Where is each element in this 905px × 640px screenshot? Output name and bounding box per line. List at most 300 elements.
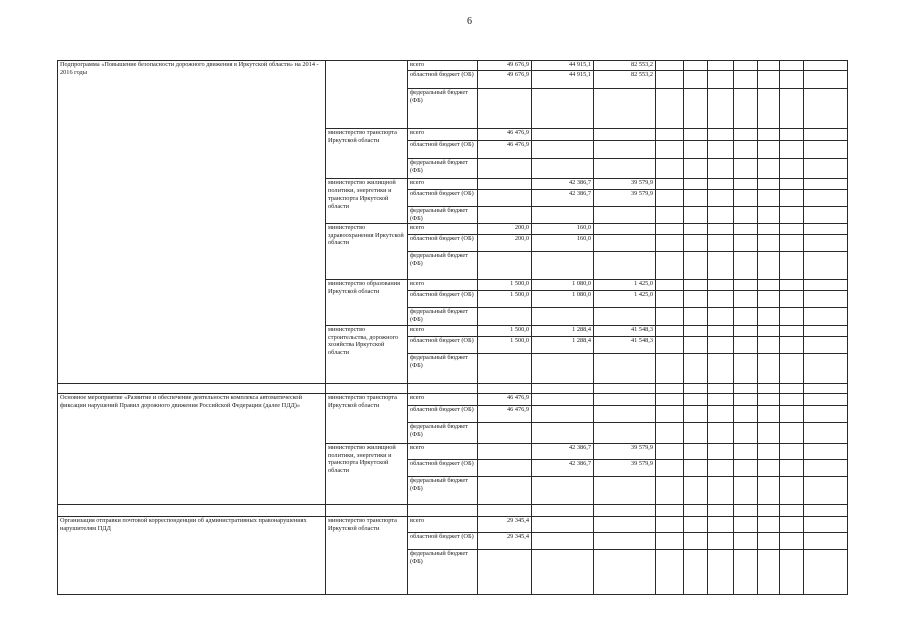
indicator-cell [684, 307, 708, 325]
value-2016 [594, 129, 656, 141]
value-2014 [478, 179, 532, 190]
indicator-cell [708, 549, 734, 594]
indicator-cell [734, 353, 758, 383]
indicator-cell [734, 532, 758, 549]
value-2014: 46 476,9 [478, 141, 532, 159]
value-2015: 160,0 [532, 234, 594, 251]
funding-source-label: федеральный бюджет (ФБ) [408, 251, 478, 279]
indicator-cell [656, 71, 684, 89]
executor-cell: министерство здравоохранения Иркутской области [326, 223, 408, 279]
indicator-cell [656, 129, 684, 141]
funding-source-label: всего [408, 61, 478, 71]
value-2015: 1 080,0 [532, 279, 594, 290]
value-2015 [532, 159, 594, 179]
indicator-cell [804, 159, 848, 179]
indicator-cell [684, 190, 708, 207]
indicator-cell [684, 159, 708, 179]
indicator-cell [656, 532, 684, 549]
indicator-cell [780, 159, 804, 179]
spacer-cell [656, 383, 684, 393]
funding-source-label: всего [408, 223, 478, 234]
indicator-cell [684, 279, 708, 290]
indicator-cell [684, 129, 708, 141]
indicator-cell [708, 459, 734, 476]
indicator-cell [656, 141, 684, 159]
value-2015: 1 288,4 [532, 336, 594, 353]
indicator-cell [734, 179, 758, 190]
funding-source-label: областной бюджет (ОБ) [408, 405, 478, 422]
spacer-cell [408, 504, 478, 516]
spacer-cell [780, 504, 804, 516]
indicator-cell [734, 61, 758, 71]
indicator-cell [684, 234, 708, 251]
funding-source-label: областной бюджет (ОБ) [408, 234, 478, 251]
spacer-cell [708, 383, 734, 393]
indicator-cell [684, 353, 708, 383]
indicator-cell [758, 393, 780, 405]
table-row [58, 61, 848, 71]
value-2016 [594, 89, 656, 129]
value-2014: 1 500,0 [478, 325, 532, 336]
indicator-cell [708, 279, 734, 290]
indicator-cell [656, 61, 684, 71]
value-2016 [594, 251, 656, 279]
indicator-cell [734, 159, 758, 179]
indicator-cell [708, 234, 734, 251]
value-2014: 49 676,9 [478, 71, 532, 89]
indicator-cell [758, 353, 780, 383]
funding-source-label: федеральный бюджет (ФБ) [408, 353, 478, 383]
value-2014 [478, 422, 532, 443]
indicator-cell [656, 279, 684, 290]
indicator-cell [684, 290, 708, 307]
indicator-cell [734, 279, 758, 290]
indicator-cell [656, 251, 684, 279]
indicator-cell [734, 307, 758, 325]
indicator-cell [780, 207, 804, 224]
indicator-cell [758, 190, 780, 207]
indicator-cell [708, 179, 734, 190]
value-2016: 82 553,2 [594, 71, 656, 89]
indicator-cell [684, 223, 708, 234]
indicator-cell [708, 61, 734, 71]
funding-source-label: федеральный бюджет (ФБ) [408, 476, 478, 504]
indicator-cell [780, 223, 804, 234]
spacer-cell [408, 383, 478, 393]
value-2015: 1 080,0 [532, 290, 594, 307]
indicator-cell [684, 405, 708, 422]
indicator-cell [758, 251, 780, 279]
indicator-cell [734, 207, 758, 224]
table-row [58, 393, 848, 405]
value-2015: 1 288,4 [532, 325, 594, 336]
indicator-cell [804, 422, 848, 443]
indicator-cell [684, 61, 708, 71]
indicator-cell [684, 141, 708, 159]
indicator-cell [758, 141, 780, 159]
indicator-cell [804, 325, 848, 336]
indicator-cell [708, 251, 734, 279]
indicator-cell [780, 443, 804, 459]
value-2014: 1 500,0 [478, 279, 532, 290]
indicator-cell [656, 405, 684, 422]
indicator-cell [656, 459, 684, 476]
indicator-cell [780, 179, 804, 190]
value-2016 [594, 353, 656, 383]
value-2014 [478, 549, 532, 594]
indicator-cell [734, 336, 758, 353]
spacer-cell [326, 383, 408, 393]
indicator-cell [804, 549, 848, 594]
indicator-cell [758, 325, 780, 336]
funding-source-label: областной бюджет (ОБ) [408, 141, 478, 159]
value-2014: 49 676,9 [478, 61, 532, 71]
indicator-cell [734, 405, 758, 422]
indicator-cell [758, 336, 780, 353]
value-2014: 200,0 [478, 234, 532, 251]
spacer-cell [780, 383, 804, 393]
indicator-cell [684, 459, 708, 476]
value-2015: 44 915,1 [532, 61, 594, 71]
spacer-cell [758, 383, 780, 393]
indicator-cell [684, 422, 708, 443]
value-2014 [478, 307, 532, 325]
indicator-cell [804, 179, 848, 190]
indicator-cell [804, 223, 848, 234]
indicator-cell [708, 190, 734, 207]
indicator-cell [758, 307, 780, 325]
value-2016 [594, 516, 656, 532]
value-2016: 39 579,9 [594, 179, 656, 190]
indicator-cell [656, 179, 684, 190]
indicator-cell [656, 443, 684, 459]
funding-source-label: областной бюджет (ОБ) [408, 532, 478, 549]
indicator-cell [758, 443, 780, 459]
value-2014 [478, 190, 532, 207]
indicator-cell [708, 353, 734, 383]
indicator-cell [780, 129, 804, 141]
page-number: 6 [467, 16, 472, 27]
value-2014: 1 500,0 [478, 290, 532, 307]
indicator-cell [734, 516, 758, 532]
spacer-cell [656, 504, 684, 516]
indicator-cell [804, 532, 848, 549]
value-2015: 44 915,1 [532, 71, 594, 89]
indicator-cell [708, 336, 734, 353]
indicator-cell [758, 290, 780, 307]
indicator-cell [684, 89, 708, 129]
indicator-cell [758, 89, 780, 129]
spacer-cell [734, 383, 758, 393]
value-2015 [532, 89, 594, 129]
spacer-cell [684, 504, 708, 516]
indicator-cell [708, 393, 734, 405]
indicator-cell [804, 207, 848, 224]
indicator-cell [780, 279, 804, 290]
indicator-cell [758, 129, 780, 141]
value-2015: 42 386,7 [532, 190, 594, 207]
indicator-cell [656, 159, 684, 179]
value-2014: 46 476,9 [478, 405, 532, 422]
indicator-cell [758, 234, 780, 251]
indicator-cell [684, 325, 708, 336]
value-2016 [594, 234, 656, 251]
indicator-cell [758, 179, 780, 190]
indicator-cell [780, 89, 804, 129]
indicator-cell [684, 71, 708, 89]
indicator-cell [804, 234, 848, 251]
spacer-cell [532, 504, 594, 516]
indicator-cell [780, 476, 804, 504]
indicator-cell [780, 141, 804, 159]
indicator-cell [758, 405, 780, 422]
value-2015 [532, 141, 594, 159]
spacer-cell [734, 504, 758, 516]
indicator-cell [758, 61, 780, 71]
indicator-cell [684, 516, 708, 532]
funding-source-label: всего [408, 393, 478, 405]
spacer-row [58, 383, 848, 393]
spacer-cell [58, 383, 326, 393]
indicator-cell [780, 422, 804, 443]
indicator-cell [684, 336, 708, 353]
indicator-cell [734, 476, 758, 504]
funding-source-label: областной бюджет (ОБ) [408, 290, 478, 307]
value-2014 [478, 353, 532, 383]
indicator-cell [758, 223, 780, 234]
funding-source-label: всего [408, 516, 478, 532]
indicator-cell [780, 549, 804, 594]
spacer-cell [532, 383, 594, 393]
indicator-cell [656, 207, 684, 224]
value-2015 [532, 393, 594, 405]
indicator-cell [708, 307, 734, 325]
value-2014: 200,0 [478, 223, 532, 234]
indicator-cell [780, 190, 804, 207]
indicator-cell [708, 532, 734, 549]
value-2016 [594, 141, 656, 159]
funding-source-label: всего [408, 179, 478, 190]
value-2016 [594, 207, 656, 224]
spacer-row [58, 504, 848, 516]
indicator-cell [684, 549, 708, 594]
indicator-cell [734, 89, 758, 129]
value-2015: 42 386,7 [532, 443, 594, 459]
indicator-cell [708, 405, 734, 422]
indicator-cell [656, 223, 684, 234]
spacer-cell [594, 504, 656, 516]
value-2016 [594, 393, 656, 405]
value-2016 [594, 307, 656, 325]
indicator-cell [804, 336, 848, 353]
value-2015 [532, 251, 594, 279]
funding-source-label: федеральный бюджет (ФБ) [408, 549, 478, 594]
indicator-cell [804, 279, 848, 290]
indicator-cell [758, 279, 780, 290]
funding-source-label: всего [408, 325, 478, 336]
indicator-cell [804, 290, 848, 307]
indicator-cell [734, 290, 758, 307]
executor-cell: министерство транспорта Иркутской области [326, 516, 408, 594]
indicator-cell [684, 393, 708, 405]
indicator-cell [780, 393, 804, 405]
value-2016 [594, 549, 656, 594]
value-2014: 46 476,9 [478, 129, 532, 141]
indicator-cell [780, 516, 804, 532]
indicator-cell [804, 459, 848, 476]
indicator-cell [804, 476, 848, 504]
value-2014 [478, 251, 532, 279]
indicator-cell [804, 190, 848, 207]
funding-source-label: федеральный бюджет (ФБ) [408, 422, 478, 443]
indicator-cell [804, 71, 848, 89]
value-2016 [594, 159, 656, 179]
indicator-cell [734, 393, 758, 405]
indicator-cell [734, 325, 758, 336]
indicator-cell [734, 190, 758, 207]
value-2014 [478, 443, 532, 459]
indicator-cell [708, 325, 734, 336]
indicator-cell [804, 353, 848, 383]
value-2014: 46 476,9 [478, 393, 532, 405]
executor-cell: министерство транспорта Иркутской области [326, 129, 408, 179]
indicator-cell [804, 516, 848, 532]
value-2014 [478, 459, 532, 476]
spacer-cell [478, 504, 532, 516]
indicator-cell [684, 251, 708, 279]
indicator-cell [734, 71, 758, 89]
indicator-cell [780, 307, 804, 325]
spacer-cell [58, 504, 326, 516]
indicator-cell [708, 129, 734, 141]
table-row [58, 516, 848, 532]
funding-source-label: федеральный бюджет (ФБ) [408, 207, 478, 224]
value-2014: 29 345,4 [478, 532, 532, 549]
value-2016 [594, 476, 656, 504]
indicator-cell [684, 476, 708, 504]
value-2015: 160,0 [532, 223, 594, 234]
indicator-cell [780, 353, 804, 383]
funding-source-label: областной бюджет (ОБ) [408, 336, 478, 353]
indicator-cell [734, 223, 758, 234]
indicator-cell [804, 89, 848, 129]
indicator-cell [708, 290, 734, 307]
value-2015 [532, 532, 594, 549]
value-2014 [478, 159, 532, 179]
indicator-cell [656, 476, 684, 504]
budget-table [57, 60, 848, 595]
indicator-cell [656, 393, 684, 405]
spacer-cell [684, 383, 708, 393]
indicator-cell [734, 443, 758, 459]
indicator-cell [684, 532, 708, 549]
indicator-cell [656, 422, 684, 443]
indicator-cell [708, 141, 734, 159]
funding-source-label: областной бюджет (ОБ) [408, 190, 478, 207]
indicator-cell [780, 61, 804, 71]
indicator-cell [758, 516, 780, 532]
indicator-cell [758, 549, 780, 594]
spacer-cell [804, 383, 848, 393]
indicator-cell [734, 459, 758, 476]
indicator-cell [734, 422, 758, 443]
section-title-cell: Организация отправки почтовой корреспонденции об административных правонарушениях нарушителям ПДД [58, 516, 326, 594]
indicator-cell [656, 190, 684, 207]
indicator-cell [780, 336, 804, 353]
indicator-cell [734, 251, 758, 279]
indicator-cell [656, 234, 684, 251]
indicator-cell [656, 549, 684, 594]
value-2015 [532, 405, 594, 422]
value-2016: 1 425,0 [594, 290, 656, 307]
indicator-cell [684, 179, 708, 190]
indicator-cell [708, 223, 734, 234]
funding-source-label: федеральный бюджет (ФБ) [408, 159, 478, 179]
value-2016: 39 579,9 [594, 190, 656, 207]
indicator-cell [780, 71, 804, 89]
section-title-cell: Основное мероприятие «Развитие и обеспечение деятельности комплекса автоматической фиксации нарушений Правил дорожного движения Российской Федерации (далее ПДД)» [58, 393, 326, 504]
indicator-cell [780, 405, 804, 422]
indicator-cell [734, 549, 758, 594]
funding-source-label: всего [408, 129, 478, 141]
indicator-cell [708, 516, 734, 532]
value-2015 [532, 422, 594, 443]
indicator-cell [758, 459, 780, 476]
spacer-cell [758, 504, 780, 516]
value-2016: 41 548,3 [594, 336, 656, 353]
indicator-cell [804, 61, 848, 71]
indicator-cell [656, 516, 684, 532]
indicator-cell [734, 234, 758, 251]
executor-cell [326, 61, 408, 129]
indicator-cell [804, 393, 848, 405]
funding-source-label: федеральный бюджет (ФБ) [408, 307, 478, 325]
executor-cell: министерство жилищной политики, энергетики и транспорта Иркутской области [326, 443, 408, 504]
value-2014 [478, 476, 532, 504]
indicator-cell [758, 532, 780, 549]
spacer-cell [326, 504, 408, 516]
indicator-cell [734, 141, 758, 159]
value-2014: 1 500,0 [478, 336, 532, 353]
spacer-cell [594, 383, 656, 393]
indicator-cell [656, 325, 684, 336]
indicator-cell [758, 159, 780, 179]
value-2015 [532, 307, 594, 325]
indicator-cell [804, 405, 848, 422]
section-title-cell: Подпрограмма «Повышение безопасности дорожного движения в Иркутской области» на 2014 - 2016 годы [58, 61, 326, 384]
indicator-cell [804, 251, 848, 279]
indicator-cell [708, 207, 734, 224]
value-2016: 1 425,0 [594, 279, 656, 290]
indicator-cell [708, 89, 734, 129]
indicator-cell [656, 336, 684, 353]
indicator-cell [758, 71, 780, 89]
spacer-cell [478, 383, 532, 393]
spacer-cell [804, 504, 848, 516]
indicator-cell [780, 532, 804, 549]
executor-cell: министерство жилищной политики, энергетики и транспорта Иркутской области [326, 179, 408, 224]
value-2016 [594, 223, 656, 234]
indicator-cell [656, 89, 684, 129]
indicator-cell [780, 290, 804, 307]
indicator-cell [708, 159, 734, 179]
value-2014: 29 345,4 [478, 516, 532, 532]
value-2014 [478, 89, 532, 129]
value-2016: 41 548,3 [594, 325, 656, 336]
indicator-cell [804, 307, 848, 325]
indicator-cell [684, 207, 708, 224]
value-2015 [532, 129, 594, 141]
